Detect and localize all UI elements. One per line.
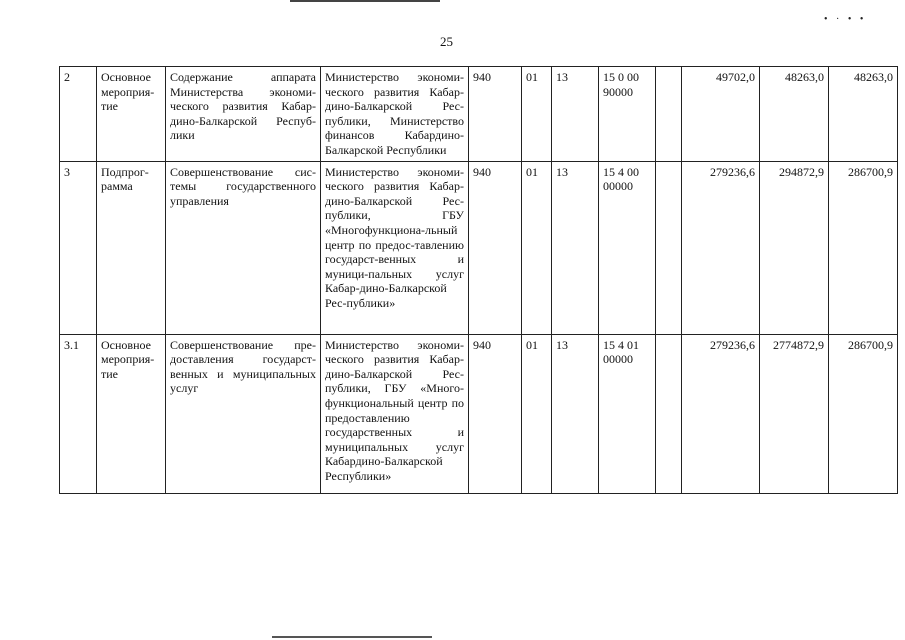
event-type: Основное мероприя-тие	[97, 67, 166, 162]
grbs-code: 940	[469, 67, 522, 162]
csr-code: 15 0 00 90000	[599, 67, 656, 162]
rz-code: 01	[522, 334, 552, 493]
row-number: 3	[60, 161, 97, 334]
row-number: 3.1	[60, 334, 97, 493]
csr-code: 15 4 01 00000	[599, 334, 656, 493]
vr-code	[656, 161, 682, 334]
amount-2015: 294872,9	[760, 161, 829, 334]
scan-corner-marks: • · • •	[824, 14, 867, 25]
pr-code: 13	[552, 67, 599, 162]
scan-artifact-top	[290, 0, 440, 2]
rz-code: 01	[522, 161, 552, 334]
event-name: Совершенствование сис-темы государственного управления	[166, 161, 321, 334]
amount-2016: 48263,0	[829, 67, 898, 162]
vr-code	[656, 334, 682, 493]
budget-table	[59, 66, 898, 494]
event-name: Совершенствование пре-доставления государст-венных и муниципальных услуг	[166, 334, 321, 493]
responsible-executor: Министерство экономи-ческого развития Кабар-дино-Балкарской Рес-публики, ГБУ «Многофункциона-льный центр по предос-тавлению государст-венных и муници-пальных услуг Кабар-дино-Балкарской Рес-публики»	[321, 161, 469, 334]
scan-artifact-bottom	[272, 636, 432, 638]
table-row	[60, 67, 898, 162]
grbs-code: 940	[469, 334, 522, 493]
amount-2015: 48263,0	[760, 67, 829, 162]
event-name: Содержание аппарата Министерства экономи-ческого развития Кабар-дино-Балкарской Респуб-лики	[166, 67, 321, 162]
pr-code: 13	[552, 334, 599, 493]
amount-2014: 279236,6	[682, 334, 760, 493]
event-type: Подпрог-рамма	[97, 161, 166, 334]
amount-2015: 2774872,9	[760, 334, 829, 493]
responsible-executor: Министерство экономи-ческого развития Кабар-дино-Балкарской Рес-публики, ГБУ «Много-функциональный центр по предоставлению государственных и муниципальных услуг Кабардино-Балкарской Республики»	[321, 334, 469, 493]
amount-2014: 279236,6	[682, 161, 760, 334]
amount-2016: 286700,9	[829, 334, 898, 493]
grbs-code: 940	[469, 161, 522, 334]
table-row	[60, 334, 898, 493]
amount-2014: 49702,0	[682, 67, 760, 162]
vr-code	[656, 67, 682, 162]
event-type: Основное мероприя-тие	[97, 334, 166, 493]
csr-code: 15 4 00 00000	[599, 161, 656, 334]
page-number: 25	[440, 34, 453, 49]
rz-code: 01	[522, 67, 552, 162]
pr-code: 13	[552, 161, 599, 334]
responsible-executor: Министерство экономи-ческого развития Кабар-дино-Балкарской Рес-публики, Министерство финансов Кабардино-Балкарской Республики	[321, 67, 469, 162]
table-row	[60, 161, 898, 334]
row-number: 2	[60, 67, 97, 162]
amount-2016: 286700,9	[829, 161, 898, 334]
